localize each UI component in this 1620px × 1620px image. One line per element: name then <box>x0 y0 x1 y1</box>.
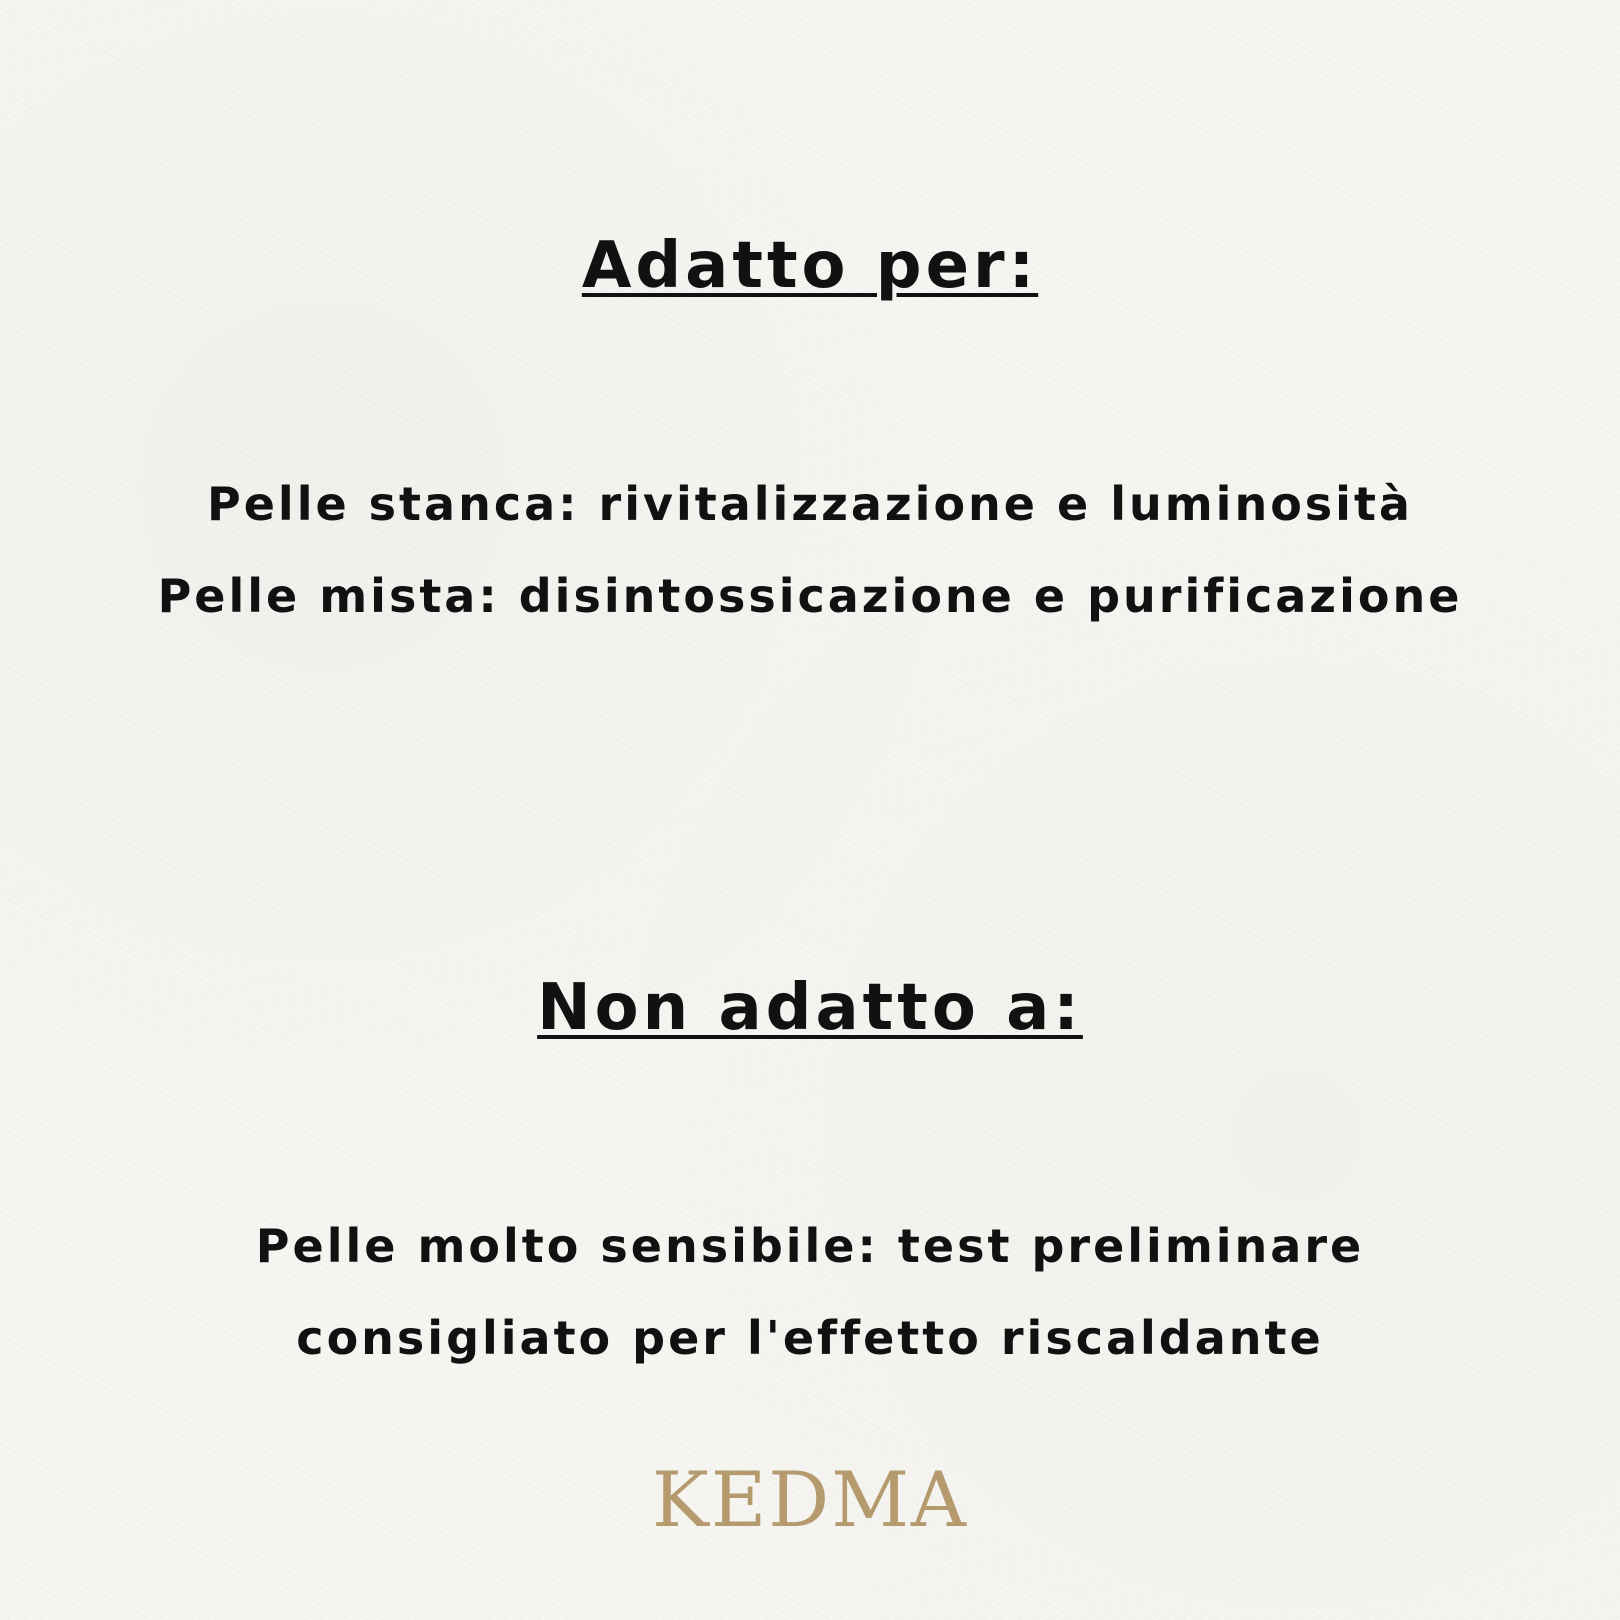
suitable-for-item: Pelle stanca: rivitalizzazione e luminosità <box>207 477 1413 531</box>
not-suitable-for-list <box>0 1200 1620 1384</box>
not-suitable-for-item: consigliato per l'effetto riscaldante <box>296 1311 1324 1365</box>
not-suitable-for-heading: Non adatto a: <box>537 971 1083 1045</box>
suitable-for-heading: Adatto per: <box>581 229 1039 303</box>
brand-logo: KEDMA <box>652 1455 968 1544</box>
suitable-for-list <box>0 458 1620 642</box>
suitable-for-item: Pelle mista: disintossicazione e purificazione <box>157 569 1463 623</box>
not-suitable-for-item: Pelle molto sensibile: test preliminare <box>255 1219 1365 1273</box>
